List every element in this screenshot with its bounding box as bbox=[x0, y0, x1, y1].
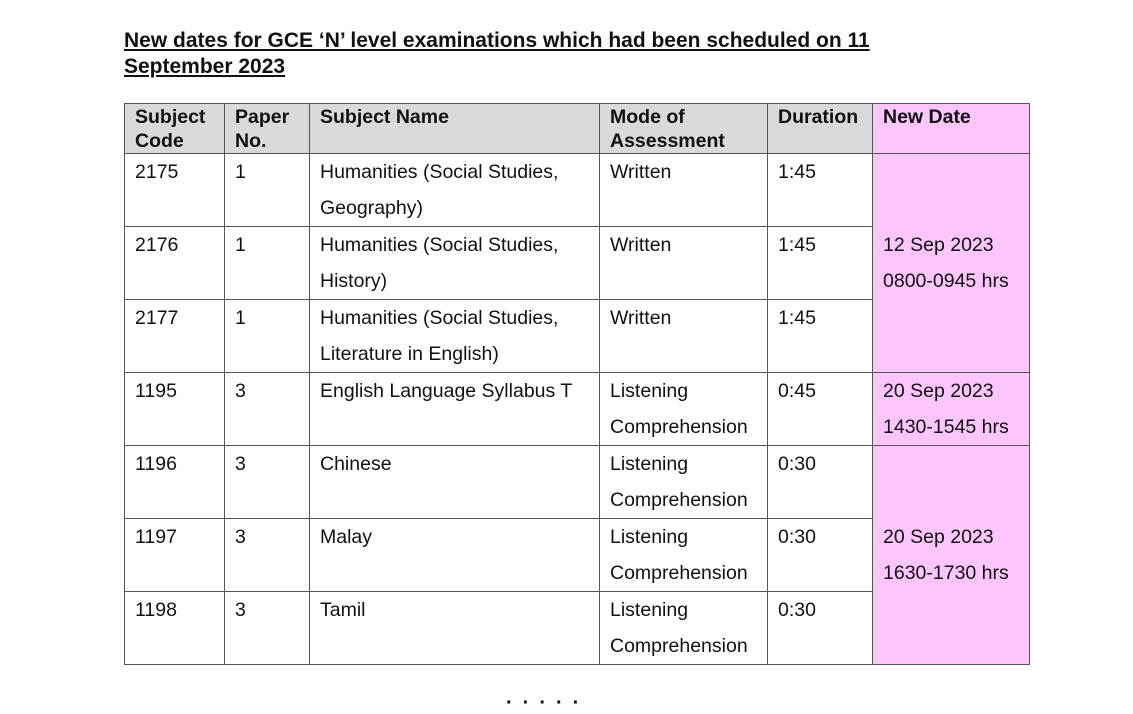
cell-mode: Written bbox=[600, 300, 768, 373]
cell-mode: Listening Comprehension bbox=[600, 373, 768, 446]
cell-subject-code: 1198 bbox=[125, 592, 225, 665]
cell-subject-code: 2177 bbox=[125, 300, 225, 373]
table-header-row bbox=[125, 104, 1030, 154]
table-row bbox=[125, 154, 1030, 227]
header-paper-no: Paper No. bbox=[225, 104, 310, 154]
cell-mode: Listening Comprehension bbox=[600, 519, 768, 592]
page-title bbox=[124, 28, 1024, 80]
cell-subject-name: English Language Syllabus T bbox=[310, 373, 600, 446]
header-mode-of-assessment: Mode of Assessment bbox=[600, 104, 768, 154]
decorative-dots: ····· bbox=[506, 692, 590, 714]
cell-duration: 0:30 bbox=[768, 592, 873, 665]
cell-new-date: 20 Sep 2023 1630-1730 hrs bbox=[873, 446, 1030, 665]
cell-mode: Listening Comprehension bbox=[600, 592, 768, 665]
table-row bbox=[125, 373, 1030, 446]
cell-subject-code: 1197 bbox=[125, 519, 225, 592]
cell-subject-name: Tamil bbox=[310, 592, 600, 665]
cell-duration: 0:30 bbox=[768, 519, 873, 592]
header-duration: Duration bbox=[768, 104, 873, 154]
cell-paper-no: 3 bbox=[225, 373, 310, 446]
cell-subject-name: Humanities (Social Studies, Literature in English) bbox=[310, 300, 600, 373]
cell-new-date: 12 Sep 2023 0800-0945 hrs bbox=[873, 154, 1030, 373]
cell-mode: Written bbox=[600, 154, 768, 227]
cell-paper-no: 1 bbox=[225, 154, 310, 227]
cell-subject-name: Chinese bbox=[310, 446, 600, 519]
table-row bbox=[125, 446, 1030, 519]
title-line-1: New dates for GCE ‘N’ level examinations which had been scheduled on 11 bbox=[124, 29, 870, 52]
cell-duration: 0:30 bbox=[768, 446, 873, 519]
cell-duration: 1:45 bbox=[768, 300, 873, 373]
cell-new-date: 20 Sep 2023 1430-1545 hrs bbox=[873, 373, 1030, 446]
cell-mode: Written bbox=[600, 227, 768, 300]
cell-subject-name: Humanities (Social Studies, Geography) bbox=[310, 154, 600, 227]
cell-duration: 0:45 bbox=[768, 373, 873, 446]
cell-subject-name: Humanities (Social Studies, History) bbox=[310, 227, 600, 300]
cell-subject-code: 1195 bbox=[125, 373, 225, 446]
cell-subject-code: 2176 bbox=[125, 227, 225, 300]
header-new-date: New Date bbox=[873, 104, 1030, 154]
cell-paper-no: 3 bbox=[225, 446, 310, 519]
cell-paper-no: 3 bbox=[225, 519, 310, 592]
cell-subject-name: Malay bbox=[310, 519, 600, 592]
cell-paper-no: 3 bbox=[225, 592, 310, 665]
cell-paper-no: 1 bbox=[225, 300, 310, 373]
cell-subject-code: 2175 bbox=[125, 154, 225, 227]
cell-mode: Listening Comprehension bbox=[600, 446, 768, 519]
cell-duration: 1:45 bbox=[768, 227, 873, 300]
header-subject-code: Subject Code bbox=[125, 104, 225, 154]
header-subject-name: Subject Name bbox=[310, 104, 600, 154]
cell-paper-no: 1 bbox=[225, 227, 310, 300]
cell-duration: 1:45 bbox=[768, 154, 873, 227]
title-line-2: September 2023 bbox=[124, 55, 286, 78]
cell-subject-code: 1196 bbox=[125, 446, 225, 519]
exam-schedule-table bbox=[124, 103, 1030, 665]
